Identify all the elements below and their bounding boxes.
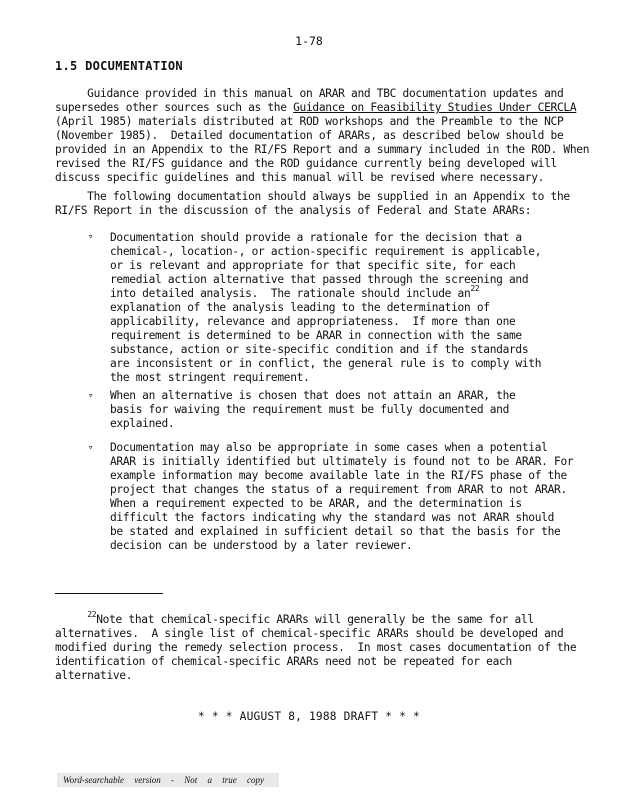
footnote-divider [55,593,163,594]
bullet2-line: When an alternative is chosen that does not attain an ARAR, the [110,389,516,402]
bullet3-line: difficult the factors indicating why the standard was not ARAR should [110,511,555,524]
bullet-item-rationale [110,231,541,385]
bullet3-line: When a requirement expected to be ARAR, and the determination is [110,497,522,510]
bullet1-line: requirement is determined to be ARAR in connection with the same [110,329,522,342]
bullet-item-potential-arar [110,441,573,553]
para1-line-3: (April 1985) materials distributed at ROD workshops and the Preamble to the NCP [55,115,564,128]
footnote-line: alternative. [55,669,133,682]
bullet1-line: remedial action alternative that passed through the screening and [110,273,529,286]
para2-line-1: The following documentation should always be supplied in an Appendix to the [55,190,570,203]
footnote-line: identification of chemical-specific ARARs need not be repeated for each [55,655,512,668]
guidance-title-underlined: Guidance on Feasibility Studies Under CERCLA [293,101,577,114]
documentation-intro-paragraph [55,190,570,218]
bullet3-line: project that changes the status of a requirement from ARAR to not ARAR. [110,483,567,496]
footnote-number: 22 [87,610,97,619]
bullet2-line: basis for waiving the requirement must be fully documented and [110,403,509,416]
bullet1-line: or is relevant and appropriate for that specific site, for each [110,259,516,272]
para1-line-4: (November 1985). Detailed documentation of ARARs, as described below should be [55,129,564,142]
footnote-line: alternatives. A single list of chemical-specific ARARs should be developed and [55,627,564,640]
page-number: 1-78 [295,34,323,48]
draft-date-footer: * * * AUGUST 8, 1988 DRAFT * * * [198,710,420,723]
bullet3-line: Documentation may also be appropriate in some cases when a potential [110,441,548,454]
para1-line-1: Guidance provided in this manual on ARAR and TBC documentation updates and [55,87,564,100]
bullet1-line: the most stringent requirement. [110,371,310,384]
footnote-line-1: $^{22}$Note that chemical-specific ARARs will generally be the same for all [87,610,534,626]
bullet1-line: Documentation should provide a rationale for the decision that a [110,231,522,244]
bullet-icon: ▿ [88,391,94,401]
para2-line-2: RI/FS Report in the discussion of the analysis of Federal and State ARARs: [55,204,532,217]
bullet1-line: are inconsistent or in conflict, the general rule is to comply with [110,357,542,370]
bullet3-line: be stated and explained in sufficient detail so that the basis for the [110,525,561,538]
para1-line-7: discuss specific guidelines and this manual will be revised where necessary. [55,171,545,184]
footnote-reference: 22 [470,284,480,293]
intro-paragraph [55,87,589,185]
word-searchable-stamp: Word-searchable version - Not a true copy [57,773,279,787]
bullet3-line: decision can be understood by a later reviewer. [110,539,413,552]
section-heading: 1.5 DOCUMENTATION [55,59,183,73]
bullet1-line: explanation of the analysis leading to the determination of [110,301,490,314]
bullet1-line: into detailed analysis. The rationale should include $an^{22}$ [110,284,480,300]
bullet1-line: applicability, relevance and appropriateness. If more than one [110,315,516,328]
bullet-icon: ▿ [88,443,94,453]
para1-line-2: supersedes other sources such as the Guidance on Feasibility Studies Under CERCLA [55,101,577,114]
bullet1-line: substance, action or site-specific condition and if the standards [110,343,529,356]
footnote-line: modified during the remedy selection process. In most cases documentation of the [55,641,577,654]
bullet-item-waiver [110,389,515,431]
bullet2-line: explained. [110,417,175,430]
bullet1-line: chemical-, location-, or action-specific requirement is applicable, [110,245,542,258]
bullet3-line: example information may become available late in the RI/FS phase of the [110,469,567,482]
para1-line-6: revised the RI/FS guidance and the ROD guidance currently being developed will [55,157,557,170]
footnote [55,610,577,683]
para1-line-5: provided in an Appendix to the RI/FS Report and a summary included in the ROD. When [55,143,590,156]
bullet-icon: ▿ [88,232,94,242]
bullet3-line: ARAR is initially identified but ultimately is found not to be ARAR. For [110,455,574,468]
